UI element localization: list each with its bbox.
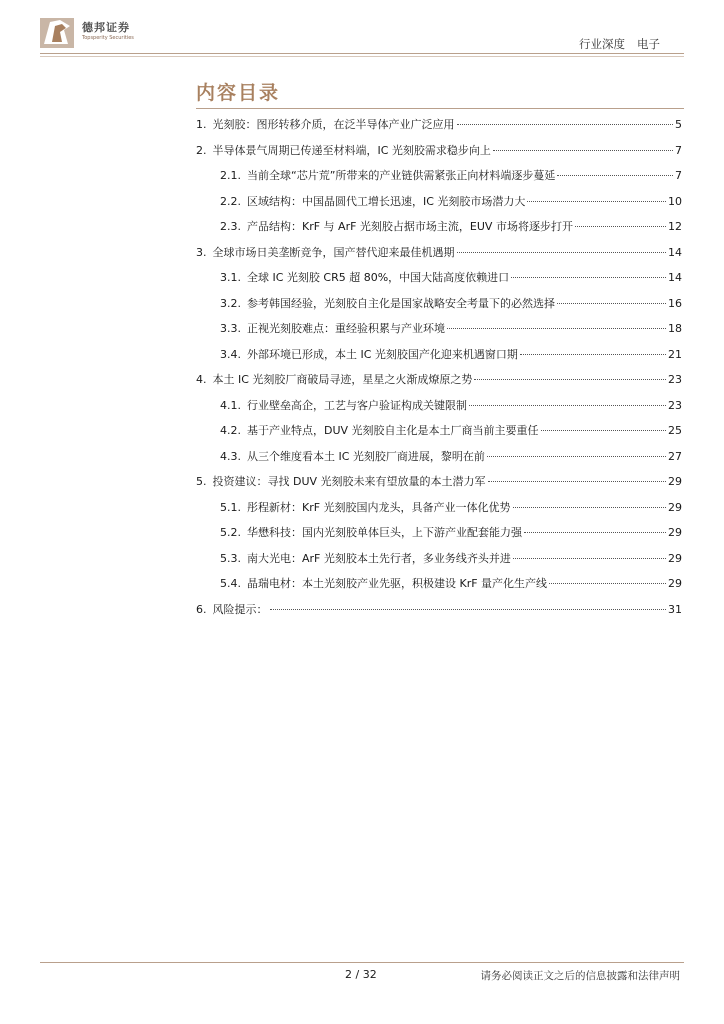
brand-name: 德邦证券: [82, 21, 130, 34]
toc-entry-title: 产品结构：KrF 与 ArF 光刻胶占据市场主流，EUV 市场将逐步打开: [247, 220, 573, 233]
toc-entry-number: 4.3.: [220, 449, 241, 463]
header-divider-thin: [40, 56, 684, 57]
toc-entry-title: 光刻胶：图形转移介质，在泛半导体产业广泛应用: [212, 118, 455, 131]
toc-entry-page: 14: [668, 245, 682, 259]
toc-entry-page: 29: [668, 551, 682, 565]
header-divider: [40, 53, 684, 54]
toc-entry-number: 4.2.: [220, 424, 241, 437]
toc-leader-dots: [488, 481, 666, 482]
toc-leader-dots: [513, 507, 666, 508]
toc-entry[interactable]: [196, 397, 682, 423]
toc-entry-page: 16: [668, 296, 682, 310]
report-type: 行业深度: [579, 37, 625, 51]
toc-entry-title: 区域结构：中国晶圆代工增长迅速，IC 光刻胶市场潜力大: [247, 194, 526, 208]
toc-entry-number: 5.4.: [220, 577, 241, 590]
toc-entry[interactable]: [196, 295, 682, 321]
toc-entry-number: 3.4.: [220, 347, 241, 361]
toc-entry-title: 参考韩国经验，光刻胶自主化是国家战略安全考量下的必然选择: [247, 296, 555, 310]
toc-entry[interactable]: [196, 550, 682, 576]
toc-entry-page: 18: [668, 322, 682, 335]
toc-entry[interactable]: [196, 116, 682, 142]
toc-entry-number: 2.: [196, 143, 207, 157]
toc-title: 内容目录: [196, 82, 281, 104]
toc-entry[interactable]: [196, 269, 682, 295]
toc-entry-title: 南大光电：ArF 光刻胶本土先行者，多业务线齐头并进: [247, 551, 511, 565]
toc-leader-dots: [520, 354, 666, 355]
toc-title-divider: [196, 108, 684, 109]
toc-leader-dots: [557, 175, 673, 176]
toc-entry-number: 3.3.: [220, 322, 241, 335]
toc-entry-title: 行业壁垒高企，工艺与客户验证构成关键限制: [247, 398, 467, 412]
toc-entry-page: 29: [668, 475, 682, 488]
toc-entry-page: 29: [668, 577, 682, 590]
toc-entry[interactable]: [196, 167, 682, 193]
toc-entry[interactable]: [196, 448, 682, 474]
toc-entry-number: 6.: [196, 602, 207, 616]
toc-entry[interactable]: [196, 575, 682, 601]
toc-leader-dots: [493, 150, 673, 151]
toc-leader-dots: [469, 405, 666, 406]
table-of-contents: [196, 116, 682, 626]
brand-logo-icon: [40, 14, 76, 50]
brand-name-en: Topsperity Securities: [82, 35, 134, 41]
toc-entry[interactable]: [196, 193, 682, 219]
toc-leader-dots: [549, 583, 666, 584]
toc-leader-dots: [513, 558, 666, 559]
toc-entry-page: 5: [675, 118, 682, 131]
toc-entry-title: 风险提示：: [212, 602, 268, 616]
toc-entry-number: 5.: [196, 475, 207, 488]
toc-entry-page: 27: [668, 449, 682, 463]
toc-leader-dots: [575, 226, 666, 227]
toc-entry-title: 半导体景气周期已传递至材料端，IC 光刻胶需求稳步向上: [212, 143, 491, 157]
toc-entry-number: 3.: [196, 245, 207, 259]
toc-entry-number: 3.1.: [220, 271, 241, 284]
toc-entry-number: 4.1.: [220, 398, 241, 412]
toc-entry-number: 3.2.: [220, 296, 241, 310]
toc-entry-number: 5.3.: [220, 551, 241, 565]
toc-entry-title: 投资建议：寻找 DUV 光刻胶未来有望放量的本土潜力军: [212, 475, 486, 488]
toc-leader-dots: [487, 456, 666, 457]
toc-leader-dots: [474, 379, 666, 380]
toc-entry-page: 7: [675, 169, 682, 182]
toc-leader-dots: [457, 252, 667, 253]
toc-entry-page: 23: [668, 373, 682, 386]
toc-entry-page: 14: [668, 271, 682, 284]
toc-entry-page: 25: [668, 424, 682, 437]
toc-entry-title: 当前全球“芯片荒”所带来的产业链供需紧张正向材料端逐步蔓延: [247, 169, 556, 182]
toc-entry-page: 23: [668, 398, 682, 412]
toc-entry-page: 31: [668, 602, 682, 616]
toc-entry-title: 外部环境已形成，本土 IC 光刻胶国产化迎来机遇窗口期: [247, 347, 518, 361]
toc-entry[interactable]: [196, 244, 682, 270]
toc-entry-page: 10: [668, 194, 682, 208]
toc-leader-dots: [511, 277, 666, 278]
toc-entry-page: 29: [668, 500, 682, 514]
toc-entry-title: 基于产业特点，DUV 光刻胶自主化是本土厂商当前主要重任: [247, 424, 539, 437]
toc-leader-dots: [524, 532, 666, 533]
toc-entry-page: 21: [668, 347, 682, 361]
toc-entry[interactable]: [196, 346, 682, 372]
brand-logo: [40, 14, 160, 50]
toc-entry-title: 全球 IC 光刻胶 CR5 超 80%，中国大陆高度依赖进口: [247, 271, 510, 284]
toc-entry[interactable]: [196, 371, 682, 397]
toc-entry[interactable]: [196, 499, 682, 525]
toc-leader-dots: [270, 609, 667, 610]
footer-divider: [40, 962, 684, 963]
legal-disclaimer: 请务必阅读正文之后的信息披露和法律声明: [480, 970, 680, 982]
toc-entry[interactable]: [196, 218, 682, 244]
toc-entry[interactable]: [196, 473, 682, 499]
toc-entry-title: 全球市场日美垄断竞争，国产替代迎来最佳机遇期: [212, 245, 455, 259]
toc-entry-title: 从三个维度看本土 IC 光刻胶厂商进展，黎明在前: [247, 449, 485, 463]
toc-entry[interactable]: [196, 142, 682, 168]
toc-leader-dots: [527, 201, 666, 202]
toc-entry-number: 5.1.: [220, 500, 241, 514]
page-indicator: 2 / 32: [345, 968, 377, 981]
toc-leader-dots: [457, 124, 674, 125]
toc-entry-title: 彤程新材：KrF 光刻胶国内龙头，具备产业一体化优势: [247, 500, 511, 514]
toc-entry-number: 5.2.: [220, 526, 241, 539]
report-sector: 电子: [637, 37, 660, 51]
toc-entry-title: 正视光刻胶难点：重经验积累与产业环境: [247, 322, 445, 335]
toc-entry-title: 晶瑞电材：本土光刻胶产业先驱，积极建设 KrF 量产化生产线: [247, 577, 548, 590]
toc-entry[interactable]: [196, 601, 682, 627]
toc-leader-dots: [447, 328, 666, 329]
toc-entry[interactable]: [196, 320, 682, 346]
toc-entry-number: 4.: [196, 373, 207, 386]
toc-entry-number: 2.1.: [220, 169, 241, 182]
toc-entry-page: 12: [668, 220, 682, 233]
toc-leader-dots: [557, 303, 666, 304]
toc-entry[interactable]: [196, 524, 682, 550]
toc-entry-page: 7: [675, 143, 682, 157]
toc-entry-number: 2.2.: [220, 194, 241, 208]
toc-entry-number: 1.: [196, 118, 207, 131]
toc-entry[interactable]: [196, 422, 682, 448]
report-category: [579, 36, 660, 52]
toc-entry-title: 本土 IC 光刻胶厂商破局寻迹，星星之火渐成燎原之势: [212, 373, 473, 386]
toc-entry-page: 29: [668, 526, 682, 539]
toc-entry-number: 2.3.: [220, 220, 241, 233]
toc-leader-dots: [541, 430, 666, 431]
toc-entry-title: 华懋科技：国内光刻胶单体巨头，上下游产业配套能力强: [247, 526, 522, 539]
